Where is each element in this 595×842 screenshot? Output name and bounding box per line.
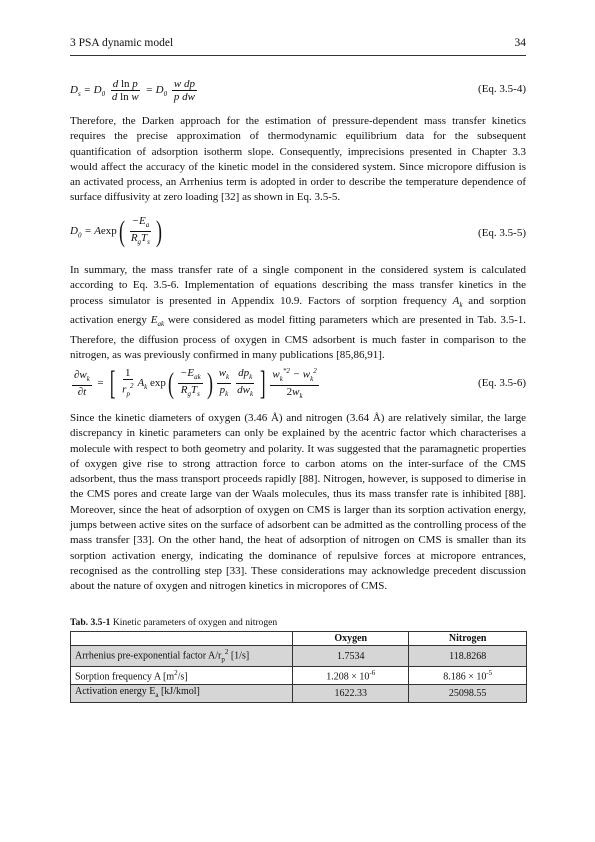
column-header-nitrogen: Nitrogen — [409, 632, 527, 646]
table-row — [71, 646, 527, 667]
equation-label: (Eq. 3.5-4) — [478, 83, 526, 95]
table-header-row — [71, 632, 527, 646]
cell-nitrogen: 25098.55 — [409, 684, 527, 702]
kinetic-parameters-table — [70, 631, 527, 703]
chapter-title: 3 PSA dynamic model — [70, 37, 174, 49]
paragraph-darken: Therefore, the Darken approach for the estimation of pressure-dependent mass transfer kinetics requires the precise approximation of thermodynamic equilibrium data for the subsequent quantification of adsorption isotherm slope. Consequently, imprecisions presented in Chapter 3.3 would affect the accuracy of the kinetic model in the considered system. Since micropore diffusion is an activated process, an Arrhenius term is adopted in order to describe the temperature dependence of surface diffusivity at zero loading [32] as shown in Eq. 3.5-5. — [70, 115, 526, 204]
equation-3-5-4: $D_s = D_0$ $\frac{\text{d ln p}}{\text{d ln w}}$ = $D_0$ $\frac{\text{w dp}}{\text{p dw}}$ (Eq. 3.5-4) — [70, 78, 526, 103]
table-row — [71, 684, 527, 702]
header-rule — [70, 55, 526, 56]
page-number: 34 — [514, 37, 526, 49]
cell-nitrogen: 118.8268 — [409, 646, 527, 667]
cell-oxygen: 1622.33 — [293, 684, 409, 702]
row-label: Arrhenius pre-exponential factor $A/r_p^2$ [1/s] — [71, 646, 293, 667]
cell-oxygen: 1.7534 — [293, 646, 409, 667]
cell-nitrogen: $8.186 \times 10^{-5}$ — [409, 667, 527, 684]
column-header-oxygen: Oxygen — [293, 632, 409, 646]
row-label: Sorption frequency A $[m^2/s]$ — [71, 667, 293, 684]
equation-label: (Eq. 3.5-6) — [478, 377, 526, 389]
paragraph-kinetic-diameters: Since the kinetic diameters of oxygen (3.46 Å) and nitrogen (3.64 Å) are relatively similar, the large discrepancy in kinetic parameters can only be explained by the acentric factor which characterises a molecule with respect to both geometry and polarity. It was suggested that the paramagnetic properties of oxygen give rise to strong attraction force to carbon atoms on the inter-surface of the CMS adsorbent, thus the mass transport proceeds rapidly [88]. Nitrogen, however, is supposed to dimerise in the CMS pores and create large van der Waals molecules, thus its mass transfer rate is inhibited [88]. Moreover, since the heat of adsorption of oxygen on CMS is larger than its sorption activation energy, jumps between active sites on the surface of adsorbent can be admitted as the controlling process of the mass transfer [33]. On the other hand, the heat of adsorption of nitrogen on CMS is smaller than its sorption activation energy, indicating the dominance of repulsive forces at micropore entrances, recognised as the controlling step [33]. These considerations may acknowledge precedent discussion about the nature of oxygen and nitrogen kinetics in micropores of CMS. — [70, 412, 526, 593]
table-caption: Tab. 3.5-1 Kinetic parameters of oxygen and nitrogen — [70, 617, 278, 628]
cell-oxygen: $1.208 \times 10^{-6}$ — [293, 667, 409, 684]
paragraph-summary: In summary, the mass transfer rate of a single component in the considered system is calculated according to Eq. 3.5-6. Implementation of equations describing the mass transfer kinetics in the process simulator is presented in Appendix 10.9. Factors of sorption frequency $A_k$ and sorption activation energy $E_{ak}$ were considered as model fitting parameters which are presented in Tab. 3.5-1. Therefore, the diffusion process of oxygen in CMS adsorbent is much faster in comparison to the nitrogen, as was previously confirmed in many publications [85,86,91]. — [70, 264, 526, 361]
equation-3-5-5: $D_0 = Aexp$( $\frac{-E_a}{R_gT_s}$ ) (Eq. 3.5-5) — [70, 214, 526, 248]
row-label: Activation energy $E_a$ [kJ/kmol] — [71, 684, 293, 702]
equation-3-5-6: $\frac{\partial w_k}{\partial t}$ = [ $\frac{1}{r_p^2}$ $A_k$ exp( $\frac{-E_{ak}}{R_gT_s}$ ) $\frac{w_k}{p_k}$ $\frac{dp_k}{dw_k}$ ] $\frac{w_k^{*2} - w_k^2}{2w_k}$ (Eq. 3.5-6) — [74, 364, 526, 402]
equation-label: (Eq. 3.5-5) — [478, 227, 526, 239]
table-row — [71, 667, 527, 684]
page-header — [70, 37, 526, 49]
